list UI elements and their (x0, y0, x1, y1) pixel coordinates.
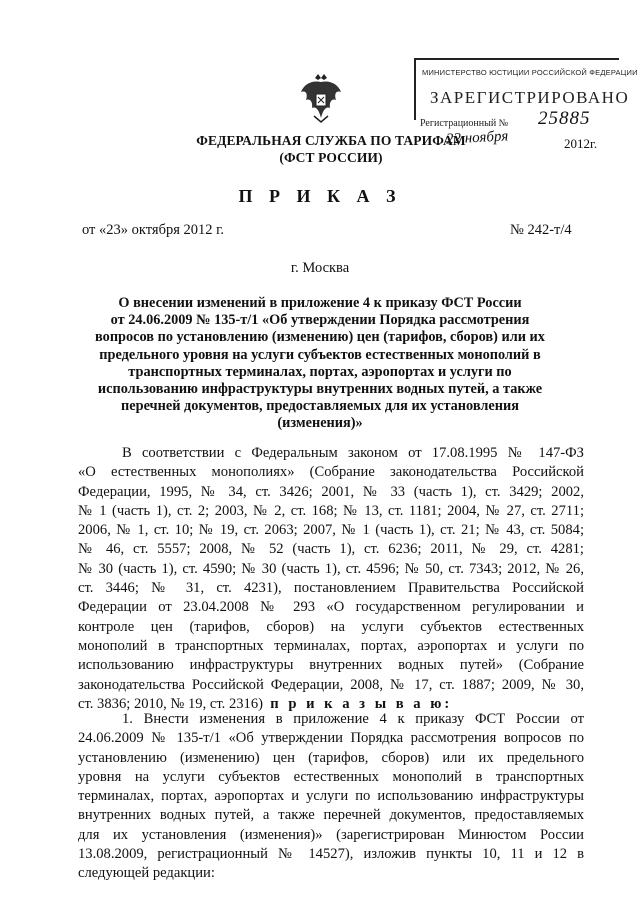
paragraph-line: 24.06.2009 № 135-т/1 «Об утверждении Порядка рассмотрения вопросов по (78, 730, 584, 747)
paragraph-line: уровня на услуги субъектов естественных монополий в транспортных (78, 768, 584, 785)
paragraph-line: терминалах, портах, аэропортах и услуги по использованию инфраструктуры (78, 788, 584, 805)
subject-line: предельного уровня на услуги субъектов естественных монополий в (99, 346, 541, 363)
subject-line: от 24.06.2009 № 135-т/1 «Об утверждении Порядка рассмотрения (110, 312, 530, 329)
order-number: № 242-т/4 (510, 222, 572, 238)
agency-abbreviation: (ФСТ РОССИИ) (279, 150, 383, 165)
paragraph-line: внутренних водных путей, а также перечней документов, предоставляемых (78, 807, 584, 824)
paragraph-line: установлению (изменению) цен (тарифов, сборов) или их предельного (78, 749, 584, 766)
subject-line: транспортных терминалах, портах, аэропортах и услуги по (128, 363, 512, 380)
paragraph-line: ст. 3446; № 31, ст. 4231), постановлением Правительства Российской (78, 580, 584, 597)
stamp-border-left (414, 58, 416, 120)
preamble-paragraph (78, 444, 584, 714)
paragraph-line: № 46, ст. 5557; 2008, № 52 (часть 1), ст. 6236; 2011, № 29, ст. 4281; (78, 541, 584, 558)
paragraph-line: монополий в транспортных терминалах, портах, аэропортах и услуги по (78, 637, 584, 654)
coat-of-arms-icon (298, 72, 344, 124)
city: г. Москва (290, 260, 350, 276)
paragraph-line: контроле цен (тарифов, сборов) на услуги субъектов естественных (78, 618, 584, 635)
order-subject (72, 295, 568, 433)
stamp-handwritten-date: 22 ноября (445, 128, 509, 148)
paragraph-line: В соответствии с Федеральным законом от 17.08.1995 № 147-ФЗ (122, 445, 584, 461)
agency-name: ФЕДЕРАЛЬНАЯ СЛУЖБА ПО ТАРИФАМ (196, 133, 466, 148)
paragraph-line: использованию инфраструктуры внутренних водных путей» (Собрание (78, 657, 584, 674)
subject-line: использованию инфраструктуры внутренних водных путей, а также (97, 381, 543, 398)
prikazyvayu-word: п р и к а з ы в а ю: (270, 695, 453, 712)
paragraph-line: Федерации, 1995, № 34, ст. 3426; 2001, № 33 (часть 1), ст. 3429; 2002, (78, 483, 584, 500)
paragraph-line: 1. Внести изменения в приложение 4 к приказу ФСТ России от (122, 711, 584, 727)
subject-line: перечней документов, предоставляемых для их установления (121, 398, 519, 415)
paragraph-line: 13.08.2009, регистрационный № 14527), изложив пункты 10, 11 и 12 в (78, 846, 584, 863)
stamp-registered: ЗАРЕГИСТРИРОВАНО (430, 88, 630, 107)
subject-line: вопросов по установлению (изменению) цен (тарифов, сборов) или их (95, 329, 545, 346)
paragraph-line: 2006, № 1, ст. 10; № 19, ст. 2063; 2007, № 1 (часть 1), ст. 21; № 43, ст. 5084; (78, 522, 584, 539)
paragraph-line: законодательства Российской Федерации, 2008, № 17, ст. 1887; 2009, № 30, (78, 676, 584, 693)
paragraph-line: для их установления (изменения)» (зарегистрирован Минюстом России (78, 826, 584, 843)
paragraph-line: «О естественных монополиях» (Собрание законодательства Российской (78, 464, 584, 481)
stamp-reg-label: Регистрационный № (420, 118, 509, 129)
paragraph-line: № 1 (часть 1), ст. 2; 2003, № 2, ст. 168; № 13, ст. 1181; 2004, № 27, ст. 2711; (78, 502, 584, 519)
paragraph-line: следующей редакции: (78, 865, 215, 882)
paragraph-last-text: ст. 3836; 2010, № 19, ст. 2316) (78, 695, 263, 712)
paragraph-line: № 30 (часть 1), ст. 4590; № 30 (часть 1), ст. 4596; № 50, ст. 7343; 2012, № 26, (78, 560, 584, 577)
document-title: П Р И К А З (238, 186, 402, 206)
subject-line: (изменения)» (277, 415, 363, 432)
stamp-year: 2012г. (564, 136, 598, 151)
stamp-border-top (414, 58, 619, 60)
item-1-paragraph (78, 710, 584, 884)
stamp-reg-number: 25885 (538, 108, 591, 129)
registration-stamp (414, 50, 638, 158)
paragraph-line: Федерации от 23.04.2008 № 293 «О государственном регулировании и (78, 599, 584, 616)
stamp-ministry: МИНИСТЕРСТВО ЮСТИЦИИ РОССИЙСКОЙ ФЕДЕРАЦИИ (422, 68, 638, 77)
subject-line: О внесении изменений в приложение 4 к приказу ФСТ России (118, 295, 522, 311)
order-date: от «23» октября 2012 г. (82, 222, 225, 238)
